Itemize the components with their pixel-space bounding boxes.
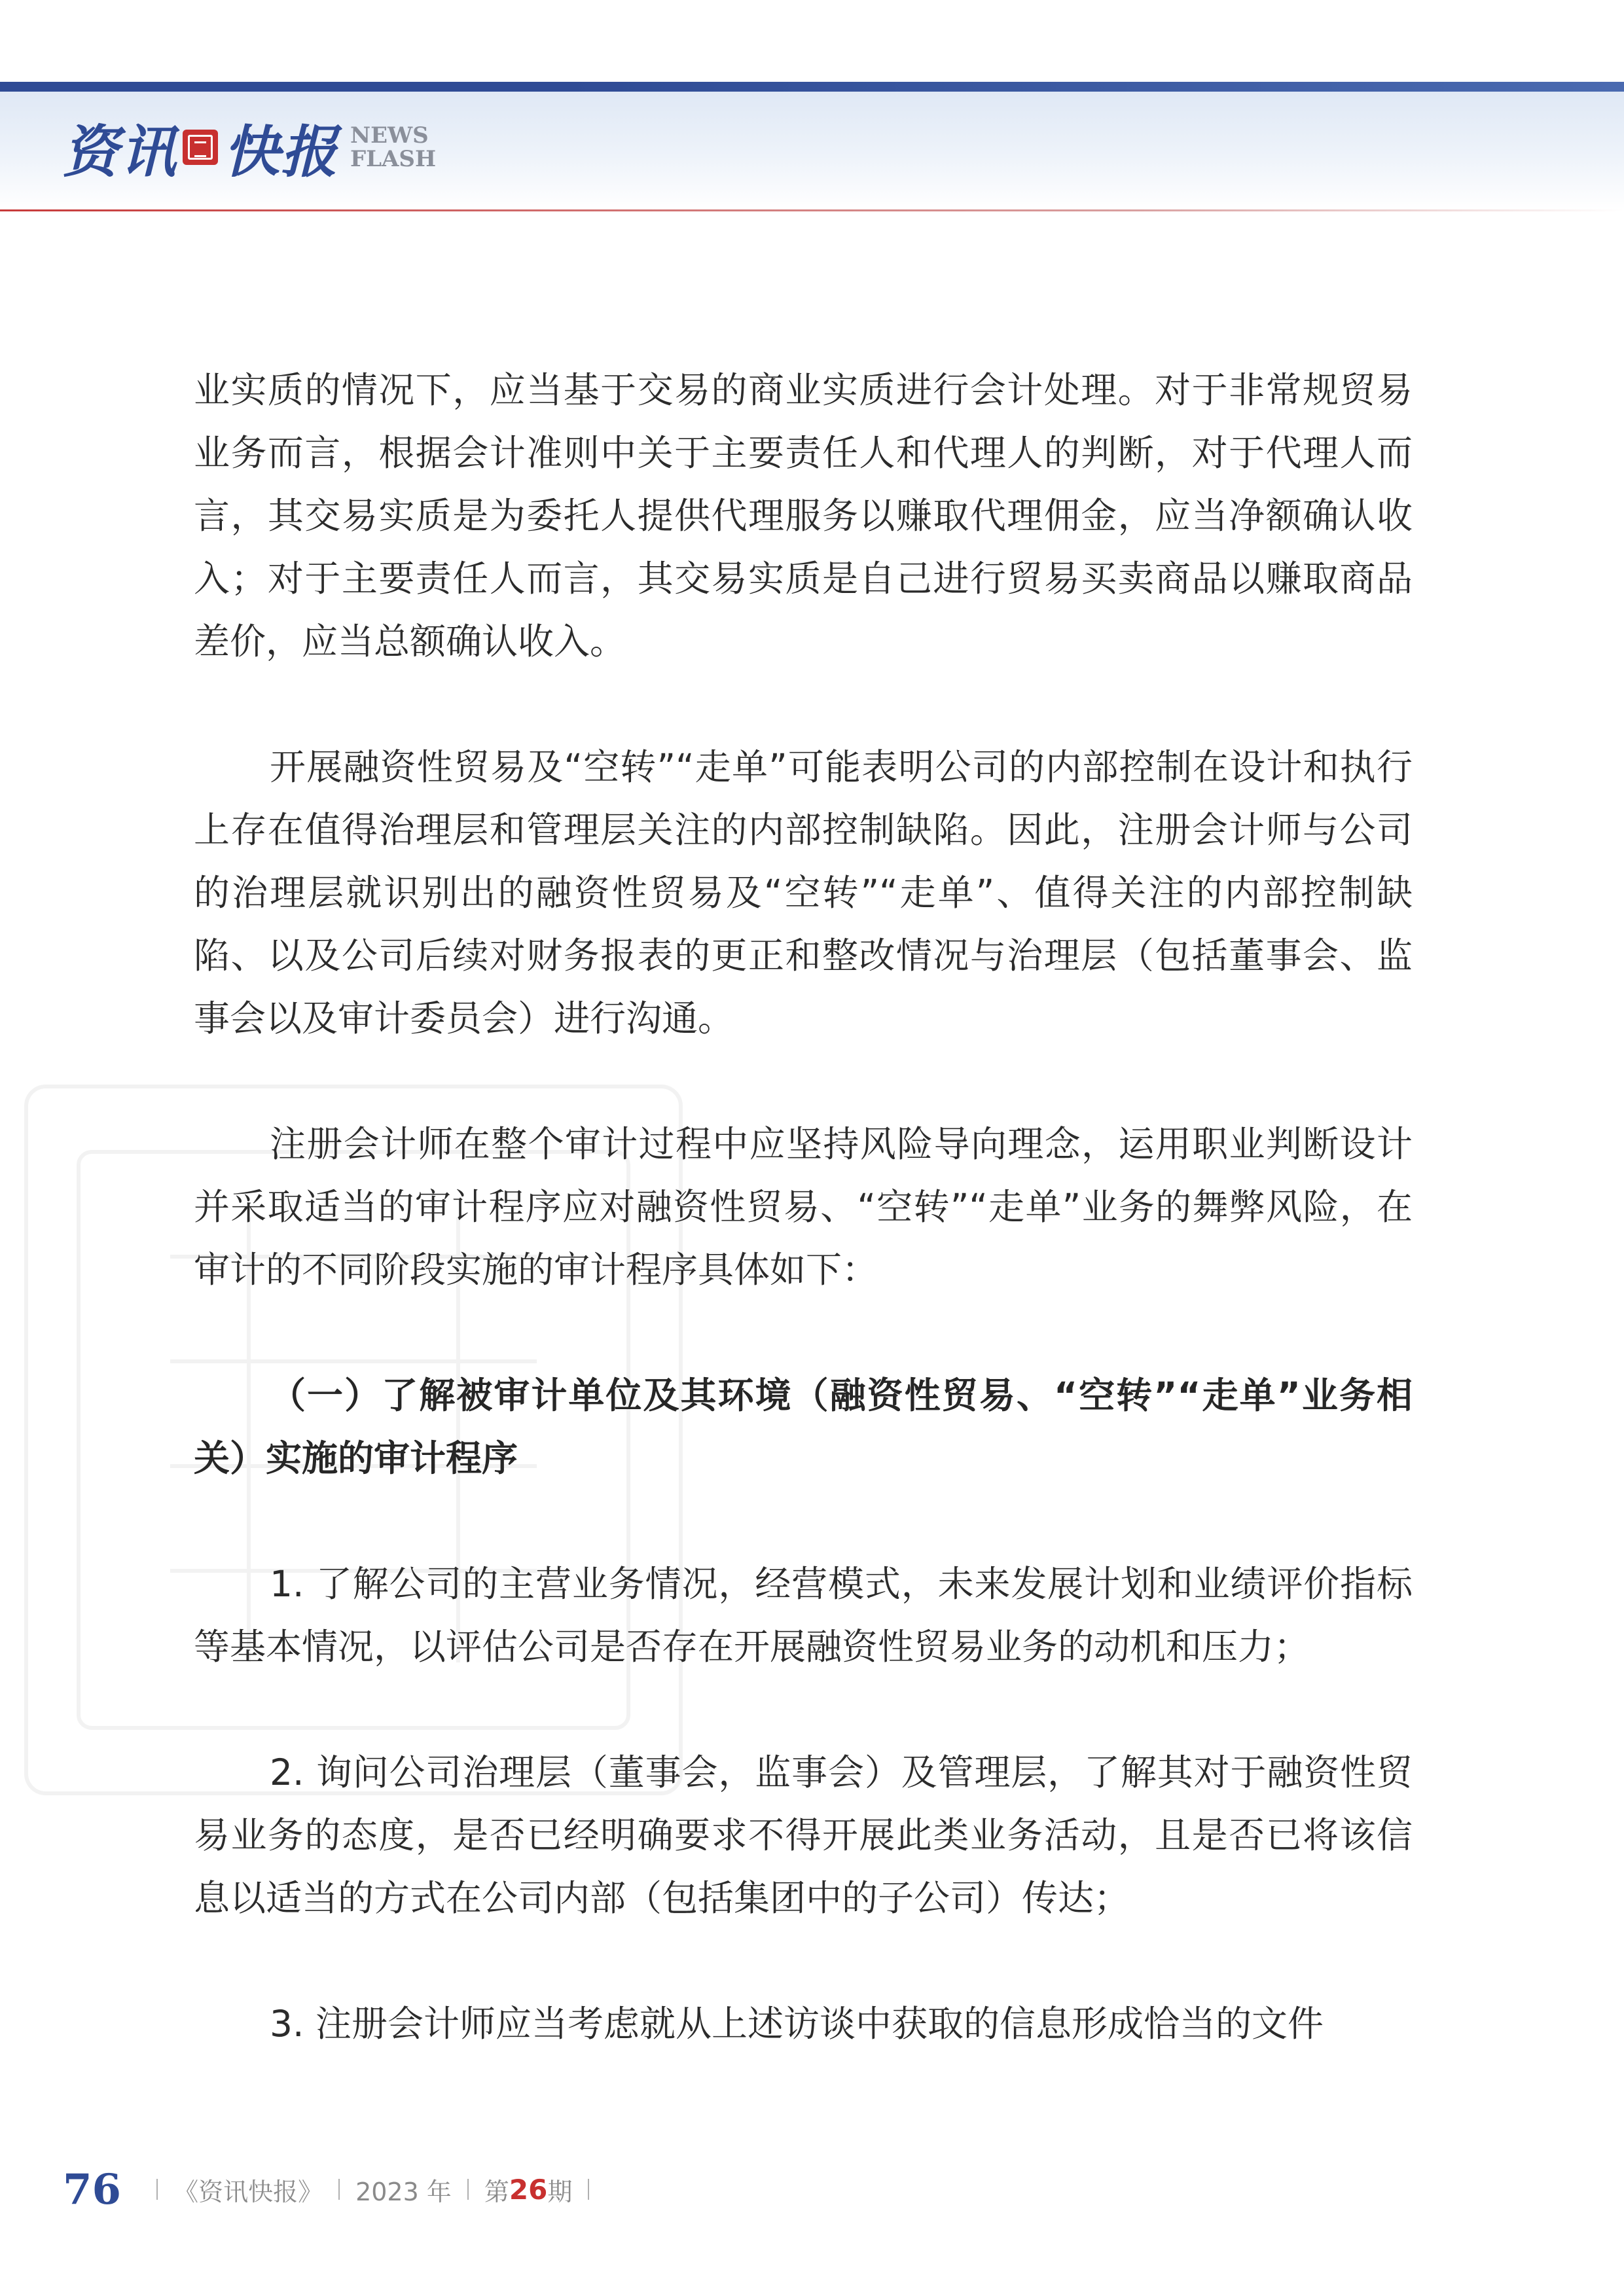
brand-en-line1: NEWS: [350, 122, 429, 149]
list-item-2: 2. 询问公司治理层（董事会，监事会）及管理层，了解其对于融资性贸易业务的态度，是否已经明确要求不得开展此类业务活动，且是否已将该信息以适当的方式在公司内部（包括集团中的子公司）传达；: [194, 1751, 1413, 1919]
footer-divider: [156, 2179, 158, 2200]
issue-number: 26: [509, 2173, 548, 2206]
list-item-3: 3. 注册会计师应当考虑就从上述访谈中获取的信息形成恰当的文件: [270, 2003, 1324, 2045]
header-top-bar: [0, 82, 1624, 92]
issue-suffix: 期: [547, 2177, 573, 2206]
paragraph-2: 开展融资性贸易及“空转”“走单”可能表明公司的内部控制在设计和执行上存在值得治理层和管理层关注的内部控制缺陷。因此，注册会计师与公司的治理层就识别出的融资性贸易及“空转”“走单”、值得关注的内部控制缺陷、以及公司后续对财务报表的更正和整改情况与治理层（包括董事会、监事会以及审计委员会）进行沟通。: [194, 746, 1413, 1039]
page-footer: [63, 2160, 605, 2219]
brand-en: [350, 124, 436, 171]
paragraph-3: 注册会计师在整个审计过程中应坚持风险导向理念，运用职业判断设计并采取适当的审计程序应对融资性贸易、“空转”“走单”业务的舞弊风险，在审计的不同阶段实施的审计程序具体如下：: [194, 1123, 1413, 1291]
brand-en-line2: FLASH: [350, 146, 437, 172]
masthead-logo: [62, 111, 436, 183]
issue-prefix: 第: [484, 2177, 509, 2206]
brand-left: 资讯: [62, 119, 177, 185]
brand-right: 快报: [223, 119, 338, 185]
paragraph-1: 业实质的情况下，应当基于交易的商业实质进行会计处理。对于非常规贸易业务而言，根据会计准则中关于主要责任人和代理人的判断，对于代理人而言，其交易实质是为委托人提供代理服务以赚取代理佣金，应当净额确认收入；对于主要责任人而言，其交易实质是自己进行贸易买卖商品以赚取商品差价，应当总额确认收入。: [194, 369, 1413, 662]
publication-year: 2023 年: [355, 2177, 452, 2206]
article-body: [194, 359, 1413, 2055]
footer-divider: [338, 2179, 340, 2200]
footer-divider: [588, 2179, 589, 2200]
seal-icon: [183, 130, 218, 165]
header-rule: [0, 209, 1624, 211]
section-heading-1: （一）了解被审计单位及其环境（融资性贸易、“空转”“走单”业务相关）实施的审计程序: [194, 1374, 1413, 1479]
footer-divider: [467, 2179, 469, 2200]
list-item-1: 1. 了解公司的主营业务情况，经营模式，未来发展计划和业绩评价指标等基本情况，以评估公司是否存在开展融资性贸易业务的动机和压力；: [194, 1563, 1413, 1668]
page-number: 76: [63, 2164, 122, 2214]
publication-name: 《资讯快报》: [173, 2177, 323, 2206]
